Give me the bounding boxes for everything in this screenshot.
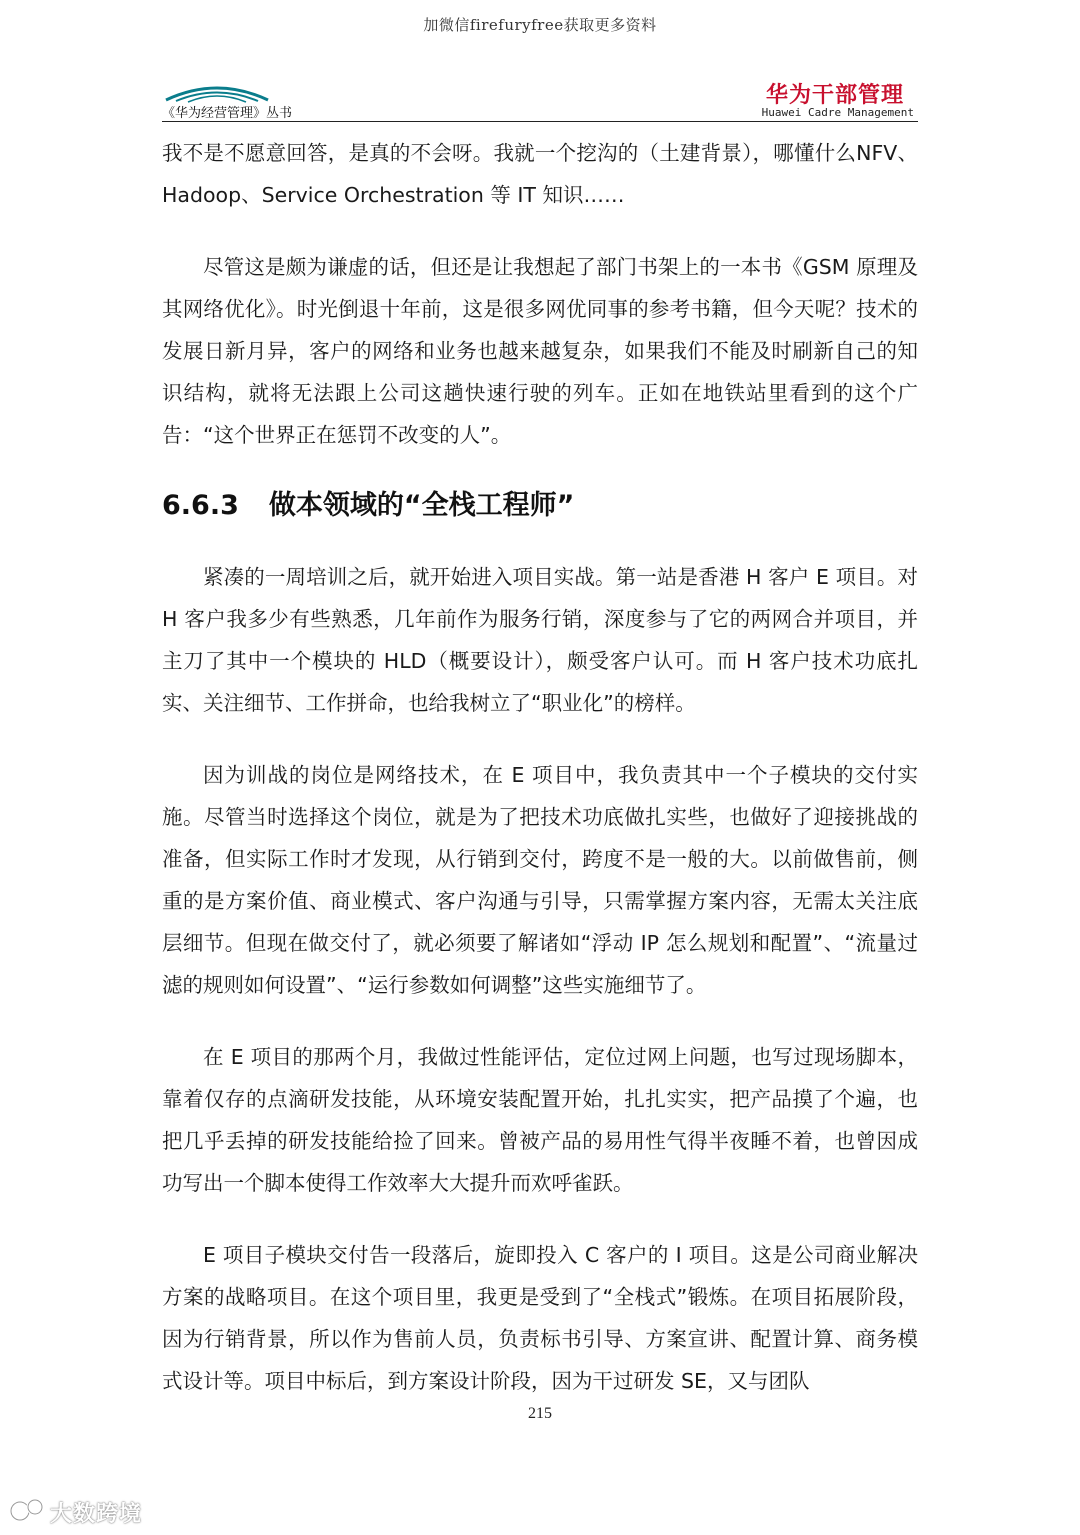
paragraph: 尽管这是颇为谦虚的话，但还是让我想起了部门书架上的一本书《GSM 原理及其网络优化》。时光倒退十年前，这是很多网优同事的参考书籍，但今天呢？技术的发展日新月异，客户的网络和业务也越来越复杂，如果我们不能及时刷新自己的知识结构，就将无法跟上公司这趟快速行驶的列车。正如在地铁站里看到的这个广告：“这个世界正在惩罚不改变的人”。 bbox=[162, 255, 918, 447]
mountain-logo-icon bbox=[162, 80, 272, 104]
section-heading bbox=[162, 486, 918, 526]
brand-title: 华为干部管理 bbox=[765, 83, 904, 108]
bottom-watermark bbox=[8, 1493, 148, 1529]
series-title: 《华为经营管理》丛书 bbox=[162, 106, 293, 121]
section-title: 做本领域的“全栈工程师” bbox=[268, 490, 575, 521]
header-divider bbox=[162, 121, 918, 122]
paragraph: 紧凑的一周培训之后，就开始进入项目实战。第一站是香港 H 客户 E 项目。对 H 客户我多少有些熟悉，几年前作为服务行销，深度参与了它的两网合并项目，并主刀了其中一个模块的 HLD（概要设计），颇受客户认可。而 H 客户技术功底扎实、关注细节、工作拼命，也给我树立了“职业化”的榜样。 bbox=[162, 565, 918, 715]
top-watermark: 加微信firefuryfree获取更多资料 bbox=[423, 16, 657, 34]
page-header bbox=[162, 72, 918, 124]
section-number: 6.6.3 bbox=[162, 490, 239, 521]
paragraph: 我不是不愿意回答，是真的不会呀。我就一个挖沟的（土建背景），哪懂什么NFV、Hadoop、Service Orchestration 等 IT 知识…… bbox=[162, 141, 918, 207]
paragraph: 因为训战的岗位是网络技术，在 E 项目中，我负责其中一个子模块的交付实施。尽管当时选择这个岗位，就是为了把技术功底做扎实些，也做好了迎接挑战的准备，但实际工作时才发现，从行销到交付，跨度不是一般的大。以前做售前，侧重的是方案价值、商业模式、客户沟通与引导，只需掌握方案内容，无需太关注底层细节。但现在做交付了，就必须要了解诸如“浮动 IP 怎么规划和配置”、“流量过滤的规则如何设置”、“运行参数如何调整”这些实施细节了。 bbox=[162, 763, 918, 997]
paragraph: 在 E 项目的那两个月，我做过性能评估，定位过网上问题，也写过现场脚本，靠着仅存的点滴研发技能，从环境安装配置开始，扎扎实实，把产品摸了个遍，也把几乎丢掉的研发技能给捡了回来。曾被产品的易用性气得半夜睡不着，也曾因成功写出一个脚本使得工作效率大大提升而欢呼雀跃。 bbox=[162, 1045, 918, 1195]
page-body bbox=[162, 132, 918, 1432]
brand-title-en: Huawei Cadre Management bbox=[761, 106, 914, 119]
brand-logo-icon bbox=[8, 1493, 48, 1527]
bottom-watermark-text: 大数跨境 bbox=[50, 1502, 143, 1527]
page-number: 215 bbox=[528, 1405, 552, 1422]
paragraph: E 项目子模块交付告一段落后，旋即投入 C 客户的 I 项目。这是公司商业解决方案的战略项目。在这个项目里，我更是受到了“全栈式”锻炼。在项目拓展阶段，因为行销背景，所以作为售前人员，负责标书引导、方案宣讲、配置计算、商务模式设计等。项目中标后，到方案设计阶段，因为干过研发 SE，又与团队 bbox=[162, 1243, 918, 1393]
